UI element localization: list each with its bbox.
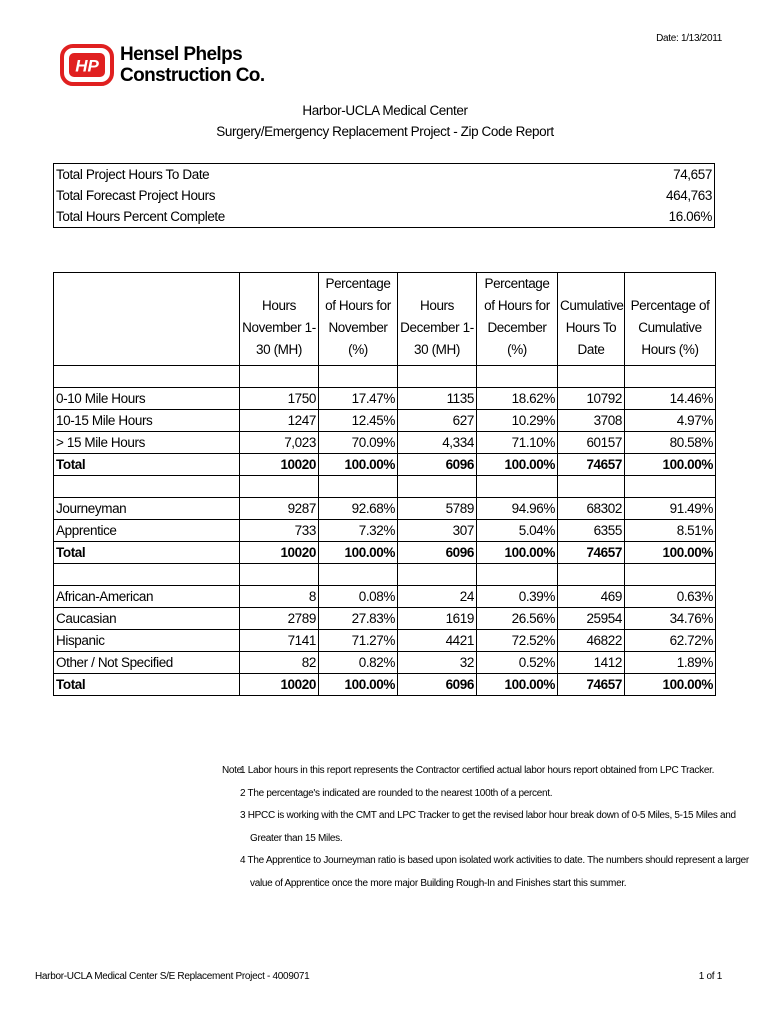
table-cell: 7,023 xyxy=(240,432,319,454)
logo-line2: Construction Co. xyxy=(120,65,265,86)
total-row xyxy=(54,674,716,696)
total-cell: 74657 xyxy=(558,674,625,696)
header-row xyxy=(54,273,716,366)
spacer-cell xyxy=(240,366,319,388)
spacer-cell xyxy=(319,476,398,498)
spacer-cell xyxy=(54,564,240,586)
table-cell: 32 xyxy=(398,652,477,674)
table-cell: 46822 xyxy=(558,630,625,652)
table-cell: 94.96% xyxy=(477,498,558,520)
notes xyxy=(222,760,749,895)
row-label: Journeyman xyxy=(54,498,240,520)
spacer-cell xyxy=(477,366,558,388)
table-row xyxy=(54,432,716,454)
note-line: 1 Labor hours in this report represents the Contractor certified actual labor hours report obtained from LPC Tracker. xyxy=(240,765,715,776)
table-row xyxy=(54,498,716,520)
column-header: Hours December 1-30 (MH) xyxy=(398,273,477,366)
table-cell: 62.72% xyxy=(625,630,716,652)
row-label: > 15 Mile Hours xyxy=(54,432,240,454)
spacer-cell xyxy=(558,476,625,498)
summary-label: Total Project Hours To Date xyxy=(54,164,566,186)
table-cell: 6355 xyxy=(558,520,625,542)
table-cell: 17.47% xyxy=(319,388,398,410)
table-cell: 80.58% xyxy=(625,432,716,454)
total-label: Total xyxy=(54,542,240,564)
note-line: value of Apprentice once the more major Building Rough-In and Finishes start this summer. xyxy=(250,877,627,889)
note-line: 2 The percentage's indicated are rounded to the nearest 100th of a percent. xyxy=(240,787,553,799)
spacer-cell xyxy=(558,564,625,586)
spacer-cell xyxy=(625,476,716,498)
table-cell: 5789 xyxy=(398,498,477,520)
table-cell: 70.09% xyxy=(319,432,398,454)
summary-label: Total Hours Percent Complete xyxy=(54,206,566,228)
total-row xyxy=(54,454,716,476)
total-cell: 10020 xyxy=(240,542,319,564)
table-cell: 10792 xyxy=(558,388,625,410)
table-row xyxy=(54,586,716,608)
table-cell: 10.29% xyxy=(477,410,558,432)
summary-value: 16.06% xyxy=(565,206,714,228)
table-cell: 5.04% xyxy=(477,520,558,542)
summary-row xyxy=(54,164,715,186)
table-cell: 7141 xyxy=(240,630,319,652)
table-row xyxy=(54,652,716,674)
table-cell: 82 xyxy=(240,652,319,674)
title-line2: Surgery/Emergency Replacement Project - Zip Code Report xyxy=(216,124,554,139)
table-cell: 8.51% xyxy=(625,520,716,542)
column-header: Percentage of Cumulative Hours (%) xyxy=(625,273,716,366)
table-cell: 72.52% xyxy=(477,630,558,652)
table-cell: 25954 xyxy=(558,608,625,630)
table-cell: 627 xyxy=(398,410,477,432)
table-cell: 469 xyxy=(558,586,625,608)
table-row xyxy=(54,388,716,410)
total-cell: 6096 xyxy=(398,454,477,476)
table-cell: 26.56% xyxy=(477,608,558,630)
table-cell: 34.76% xyxy=(625,608,716,630)
spacer-cell xyxy=(398,366,477,388)
spacer-cell xyxy=(398,476,477,498)
row-label: African-American xyxy=(54,586,240,608)
spacer-cell xyxy=(54,476,240,498)
spacer-cell xyxy=(625,366,716,388)
notes-label: Note xyxy=(222,765,242,776)
spacer-cell xyxy=(558,366,625,388)
table-cell: 14.46% xyxy=(625,388,716,410)
column-header xyxy=(54,273,240,366)
row-label: Apprentice xyxy=(54,520,240,542)
table-cell: 68302 xyxy=(558,498,625,520)
spacer-cell xyxy=(54,366,240,388)
total-cell: 100.00% xyxy=(477,454,558,476)
report-title xyxy=(0,100,770,142)
report-date: Date: 1/13/2011 xyxy=(656,33,722,44)
note-line: 3 HPCC is working with the CMT and LPC Tracker to get the revised labor hour break down of 0-5 Miles, 5-15 Miles and xyxy=(240,810,736,821)
table-cell: 2789 xyxy=(240,608,319,630)
table-cell: 1.89% xyxy=(625,652,716,674)
table-cell: 60157 xyxy=(558,432,625,454)
total-label: Total xyxy=(54,454,240,476)
table-cell: 0.52% xyxy=(477,652,558,674)
table-cell: 0.39% xyxy=(477,586,558,608)
spacer-row xyxy=(54,366,716,388)
total-cell: 100.00% xyxy=(625,542,716,564)
total-cell: 6096 xyxy=(398,542,477,564)
spacer-cell xyxy=(319,564,398,586)
table-cell: 92.68% xyxy=(319,498,398,520)
table-cell: 1135 xyxy=(398,388,477,410)
table-cell: 3708 xyxy=(558,410,625,432)
total-cell: 100.00% xyxy=(477,674,558,696)
table-cell: 1619 xyxy=(398,608,477,630)
table-cell: 18.62% xyxy=(477,388,558,410)
row-label: 0-10 Mile Hours xyxy=(54,388,240,410)
row-label: Other / Not Specified xyxy=(54,652,240,674)
table-cell: 71.27% xyxy=(319,630,398,652)
table-cell: 71.10% xyxy=(477,432,558,454)
note-line: 4 The Apprentice to Journeyman ratio is based upon isolated work activities to date. The numbers should represent a larger xyxy=(240,855,749,866)
spacer-cell xyxy=(625,564,716,586)
column-header: Percentage of Hours for December (%) xyxy=(477,273,558,366)
column-header: Cumulative Hours To Date xyxy=(558,273,625,366)
total-cell: 74657 xyxy=(558,542,625,564)
table-cell: 7.32% xyxy=(319,520,398,542)
row-label: Caucasian xyxy=(54,608,240,630)
total-row xyxy=(54,542,716,564)
spacer-cell xyxy=(477,564,558,586)
table-cell: 4.97% xyxy=(625,410,716,432)
table-cell: 0.63% xyxy=(625,586,716,608)
spacer-cell xyxy=(319,366,398,388)
total-label: Total xyxy=(54,674,240,696)
footer-page-number: 1 of 1 xyxy=(698,971,722,982)
summary-value: 74,657 xyxy=(565,164,714,186)
spacer-cell xyxy=(240,476,319,498)
table-cell: 0.08% xyxy=(319,586,398,608)
total-cell: 6096 xyxy=(398,674,477,696)
spacer-cell xyxy=(477,476,558,498)
table-cell: 307 xyxy=(398,520,477,542)
table-cell: 0.82% xyxy=(319,652,398,674)
row-label: 10-15 Mile Hours xyxy=(54,410,240,432)
column-header: Percentage of Hours for November (%) xyxy=(319,273,398,366)
table-cell: 12.45% xyxy=(319,410,398,432)
table-cell: 1412 xyxy=(558,652,625,674)
logo-line1: Hensel Phelps xyxy=(120,44,243,65)
table-cell: 9287 xyxy=(240,498,319,520)
summary-value: 464,763 xyxy=(565,185,714,206)
spacer-row xyxy=(54,564,716,586)
spacer-cell xyxy=(240,564,319,586)
table-cell: 1247 xyxy=(240,410,319,432)
spacer-cell xyxy=(398,564,477,586)
note-line: Greater than 15 Miles. xyxy=(250,832,343,844)
table-cell: 733 xyxy=(240,520,319,542)
table-cell: 1750 xyxy=(240,388,319,410)
table-cell: 8 xyxy=(240,586,319,608)
total-cell: 100.00% xyxy=(625,454,716,476)
company-logo xyxy=(60,44,265,88)
table-cell: 24 xyxy=(398,586,477,608)
table-cell: 91.49% xyxy=(625,498,716,520)
column-header: Hours November 1-30 (MH) xyxy=(240,273,319,366)
table-row xyxy=(54,608,716,630)
summary-table xyxy=(53,163,715,228)
hp-logo-icon xyxy=(60,44,114,86)
hours-table xyxy=(53,272,716,696)
table-cell: 4,334 xyxy=(398,432,477,454)
total-cell: 100.00% xyxy=(319,454,398,476)
table-cell: 4421 xyxy=(398,630,477,652)
spacer-row xyxy=(54,476,716,498)
total-cell: 74657 xyxy=(558,454,625,476)
total-cell: 100.00% xyxy=(477,542,558,564)
summary-label: Total Forecast Project Hours xyxy=(54,185,566,206)
total-cell: 100.00% xyxy=(625,674,716,696)
table-row xyxy=(54,410,716,432)
total-cell: 10020 xyxy=(240,454,319,476)
table-row xyxy=(54,630,716,652)
total-cell: 10020 xyxy=(240,674,319,696)
row-label: Hispanic xyxy=(54,630,240,652)
table-row xyxy=(54,520,716,542)
table-cell: 27.83% xyxy=(319,608,398,630)
total-cell: 100.00% xyxy=(319,674,398,696)
summary-row xyxy=(54,185,715,206)
title-line1: Harbor-UCLA Medical Center xyxy=(302,103,468,118)
total-cell: 100.00% xyxy=(319,542,398,564)
summary-row xyxy=(54,206,715,228)
footer-project: Harbor-UCLA Medical Center S/E Replacement Project - 4009071 xyxy=(35,971,310,982)
svg-text:HP: HP xyxy=(75,56,99,76)
